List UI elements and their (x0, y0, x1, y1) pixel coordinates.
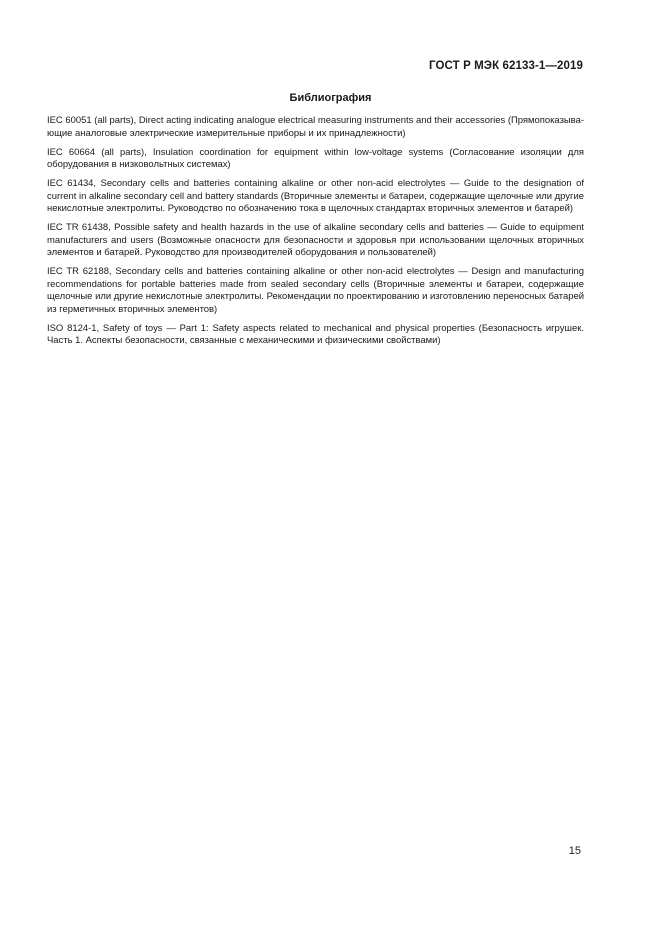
bibliography-title: Библиография (289, 92, 372, 104)
standard-code-header: ГОСТ Р МЭК 62133-1—2019 (429, 60, 583, 72)
reference-item: IEC 61434, Secondary cells and batteries containing alkaline or other non-acid electrolytes — Guide to the designation of current in alkaline secondary cell and battery standards (Вторичные элементы и батареи, содержащие щелочные или другие некислотные электролиты. Руководство по обозначению тока в щелочных стандартах вторичных элементов и батарей) (47, 178, 584, 214)
reference-item: IEC TR 62188, Secondary cells and batteries containing alkaline or other non-acid electrolytes — Design and manufacturing recommendations for portable batteries made from sealed secondary cells (Вторичные элементы и батареи, содержащие щелочные или другие некислотные электролиты. Рекомендации по проектированию и изготовлению переносных батарей из герметичных вторичных элементов) (47, 266, 584, 315)
reference-item: IEC 60051 (all parts), Direct acting indicating analogue electrical measuring instruments and their accessories (Прямопоказывающие аналоговые электрические измерительные приборы и их принадлежности) (47, 115, 584, 139)
page-number: 15 (568, 845, 581, 857)
reference-item: ISO 8124-1, Safety of toys — Part 1: Safety aspects related to mechanical and physical properties (Безопасность игрушек. Часть 1. Аспекты безопасности, связанные с механическими и физическими свойствами) (47, 322, 584, 346)
reference-item: IEC 60664 (all parts), Insulation coordination for equipment within low-voltage systems (Согласование изоляции для оборудования в низковольтных системах) (47, 146, 584, 170)
reference-list (47, 115, 584, 354)
reference-item: IEC TR 61438, Possible safety and health hazards in the use of alkaline secondary cells and batteries — Guide to equipment manufacturers and users (Возможные опасности для безопасности и здоровья при использовании щелочных вторичных элементов и батарей. Руководство для производителей оборудования и пользователей) (47, 222, 584, 258)
